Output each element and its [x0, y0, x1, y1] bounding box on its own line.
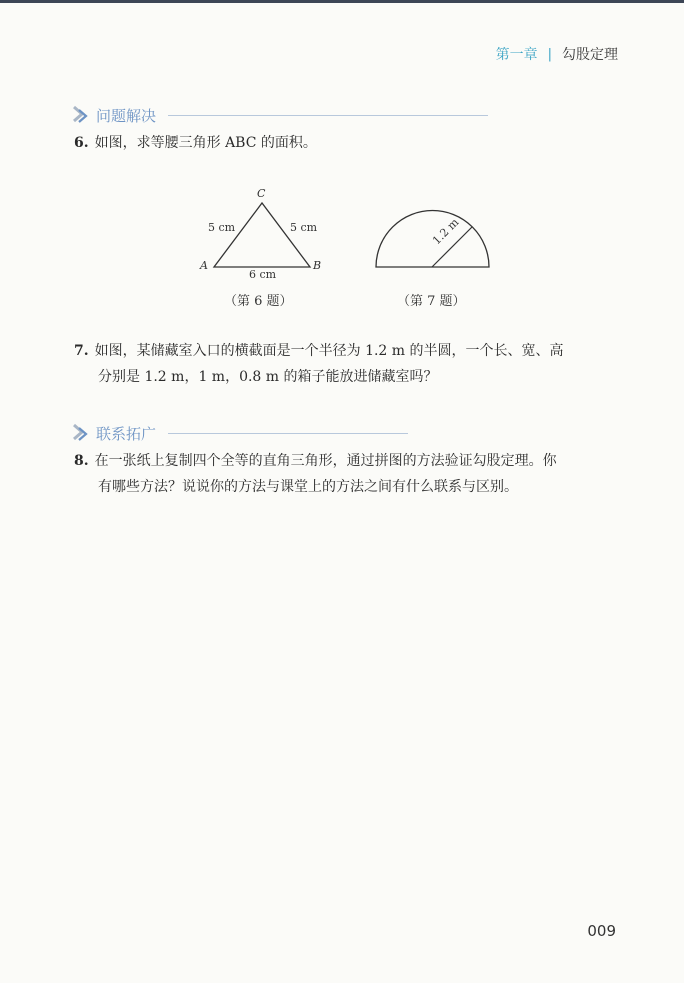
radius-label: 1.2 m: [430, 215, 462, 248]
section-title: 问题解决: [96, 106, 157, 125]
question-text-line1: 在一张纸上复制四个全等的直角三角形，通过拼图的方法验证勾股定理。你: [94, 453, 557, 469]
page-number: 009: [587, 922, 616, 940]
figure-7-caption: （第 7 题）: [397, 294, 466, 309]
section-rule: [168, 433, 408, 434]
vertex-c-label: C: [257, 187, 266, 200]
question-7: [74, 338, 564, 390]
vertex-a-label: A: [200, 259, 208, 272]
question-8: [74, 448, 557, 500]
question-text-line2: 分别是 1.2 m，1 m，0.8 m 的箱子能放进储藏室吗？: [98, 369, 438, 385]
vertex-b-label: B: [313, 259, 322, 272]
section-title: 联系拓广: [96, 424, 157, 443]
section-extension: [70, 422, 408, 444]
question-number: 6.: [74, 135, 89, 151]
side-ac-label: 5 cm: [208, 221, 236, 234]
side-ab-label: 6 cm: [249, 268, 277, 281]
chapter-label: 第一章: [495, 47, 538, 63]
question-number: 7.: [74, 343, 89, 359]
question-text-line1: 如图，某储藏室入口的横截面是一个半径为 1.2 m 的半圆，一个长、宽、高: [94, 343, 564, 359]
question-text-line2: 有哪些方法？说说你的方法与课堂上的方法之间有什么联系与区别。: [98, 479, 518, 495]
question-number: 8.: [74, 453, 89, 469]
side-bc-label: 5 cm: [290, 221, 318, 234]
question-text: 如图，求等腰三角形 ABC 的面积。: [94, 135, 317, 151]
figure-6-caption: （第 6 题）: [224, 294, 293, 309]
header-separator: |: [547, 46, 552, 62]
chevron-right-icon: [70, 422, 96, 444]
topic-label: 勾股定理: [562, 47, 618, 63]
isosceles-triangle: [214, 203, 310, 267]
